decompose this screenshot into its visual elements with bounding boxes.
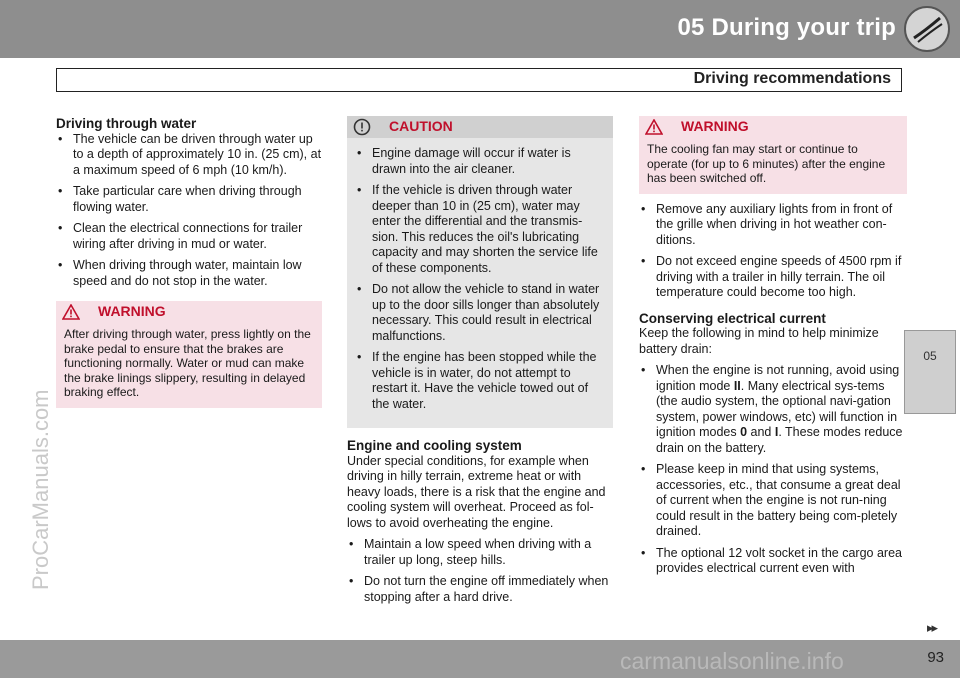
caution-bullet-list <box>347 146 613 412</box>
list-item: • Maintain a low speed when driving with a trailer up long, steep hills. <box>347 537 613 568</box>
list-item: • Remove any auxiliary lights from in front of the grille when driving in hot weather con-ditions. <box>639 202 907 249</box>
watermark-left: ProCarManuals.com <box>28 389 53 590</box>
column-2 <box>347 116 613 611</box>
heading-driving-through-water: Driving through water <box>56 116 197 131</box>
heading-conserving-current: Conserving electrical current <box>639 310 826 326</box>
watermark-bottom: carmanualsonline.info <box>620 648 844 674</box>
warning-header <box>56 301 322 323</box>
caution-exclamation-icon <box>353 118 371 136</box>
column-3 <box>639 116 907 583</box>
battery-bullet-list <box>639 363 907 577</box>
next-page-arrows[interactable]: ▸▸ <box>926 620 936 635</box>
list-item: • Do not allow the vehicle to stand in water up to the door sills longer than absolutely necessary. This could result in electrical malfunctions. <box>355 282 607 344</box>
list-item: • Clean the electrical connections for trailer wiring after driving in mud or water. <box>56 221 322 252</box>
ignition-text-1: When the engine is not running, avoid using ignition mode <box>656 363 900 393</box>
ignition-mode-0: 0 <box>740 425 748 439</box>
section-title: Driving recommendations <box>693 70 891 87</box>
conserving-paragraph: Keep the following in mind to help minimize battery drain: <box>639 326 879 356</box>
ignition-mode-ii: II <box>733 378 741 393</box>
list-item: • Do not turn the engine off immediately when stopping after a hard drive. <box>347 574 613 605</box>
caution-box <box>347 116 613 428</box>
chapter-tab[interactable] <box>904 330 956 414</box>
warning-triangle-icon <box>645 119 663 135</box>
list-item: • Please keep in mind that using systems, accessories, etc., that consume a great deal of current when the engine is not run-ning could result in the battery being com-pletely drained. <box>639 462 907 540</box>
driving-road-icon <box>904 6 950 52</box>
section-header <box>56 68 902 92</box>
caution-title: CAUTION <box>389 118 453 135</box>
engine-cooling-paragraph: Under special conditions, for example when driving in hilly terrain, extreme heat or with heavy loads, there is a risk that the engine and cooling system will overheat. Proceed as fol-lows to avoid overheating the engine. <box>347 453 606 530</box>
ignition-and: and <box>747 425 775 439</box>
ignition-mode-i: I <box>774 425 779 439</box>
list-item: • When driving through water, maintain low speed and do not stop in the water. <box>56 258 322 289</box>
list-item: • Take particular care when driving through flowing water. <box>56 184 322 215</box>
ignition-text-3: . These modes reduce drain on the battery. <box>656 425 903 455</box>
page-number: 93 <box>927 649 944 666</box>
list-item: • Engine damage will occur if water is drawn into the air cleaner. <box>355 146 607 177</box>
warning-box-fan <box>639 116 907 194</box>
list-item: • The vehicle can be driven through water up to a depth of approximately 10 in. (25 cm), at a maximum speed of 6 mph (10 km/h). <box>56 132 322 179</box>
list-item: • Do not exceed engine speeds of 4500 rpm if driving with a trailer in hilly terrain. The oil temperature could become too high. <box>639 254 907 301</box>
header-bar <box>0 0 960 58</box>
warning-text: After driving through water, press lightly on the brake pedal to ensure that the brakes are functioning normally. Water or mud can make the brake linings slippery, resulting in delayed braking effect. <box>64 327 311 399</box>
warning-box-brakes <box>56 301 322 408</box>
caution-header <box>347 116 613 138</box>
column-1 <box>56 116 322 408</box>
cooling-tips-list <box>639 202 907 301</box>
warning-header <box>639 116 907 138</box>
chapter-tab-label: 05 <box>923 349 937 363</box>
warning-title: WARNING <box>98 303 166 320</box>
list-item: • If the engine has been stopped while the vehicle is in water, do not attempt to restart it. Have the vehicle towed out of the water. <box>355 350 607 412</box>
heading-engine-cooling: Engine and cooling system <box>347 438 522 453</box>
warning-text: The cooling fan may start or continue to operate (for up to 6 minutes) after the engine has been switched off. <box>647 142 886 185</box>
list-item-ignition <box>639 363 907 456</box>
warning-triangle-icon <box>62 304 80 320</box>
ignition-text-2: . Many electrical sys-tems (the audio system, the optional navi-gation system, power windows, etc) will function in ignition modes <box>656 378 898 439</box>
chapter-title: 05 During your trip <box>677 14 896 41</box>
list-item: • The optional 12 volt socket in the cargo area provides electrical current even with <box>639 546 907 577</box>
engine-bullet-list <box>347 537 613 605</box>
warning-title: WARNING <box>681 118 749 135</box>
list-item: • If the vehicle is driven through water deeper than 10 in (25 cm), water may enter the differential and the transmis-sion. This reduces the oil's lubricating capacity and may shorten the service life of these components. <box>355 183 607 276</box>
water-bullet-list <box>56 132 322 290</box>
